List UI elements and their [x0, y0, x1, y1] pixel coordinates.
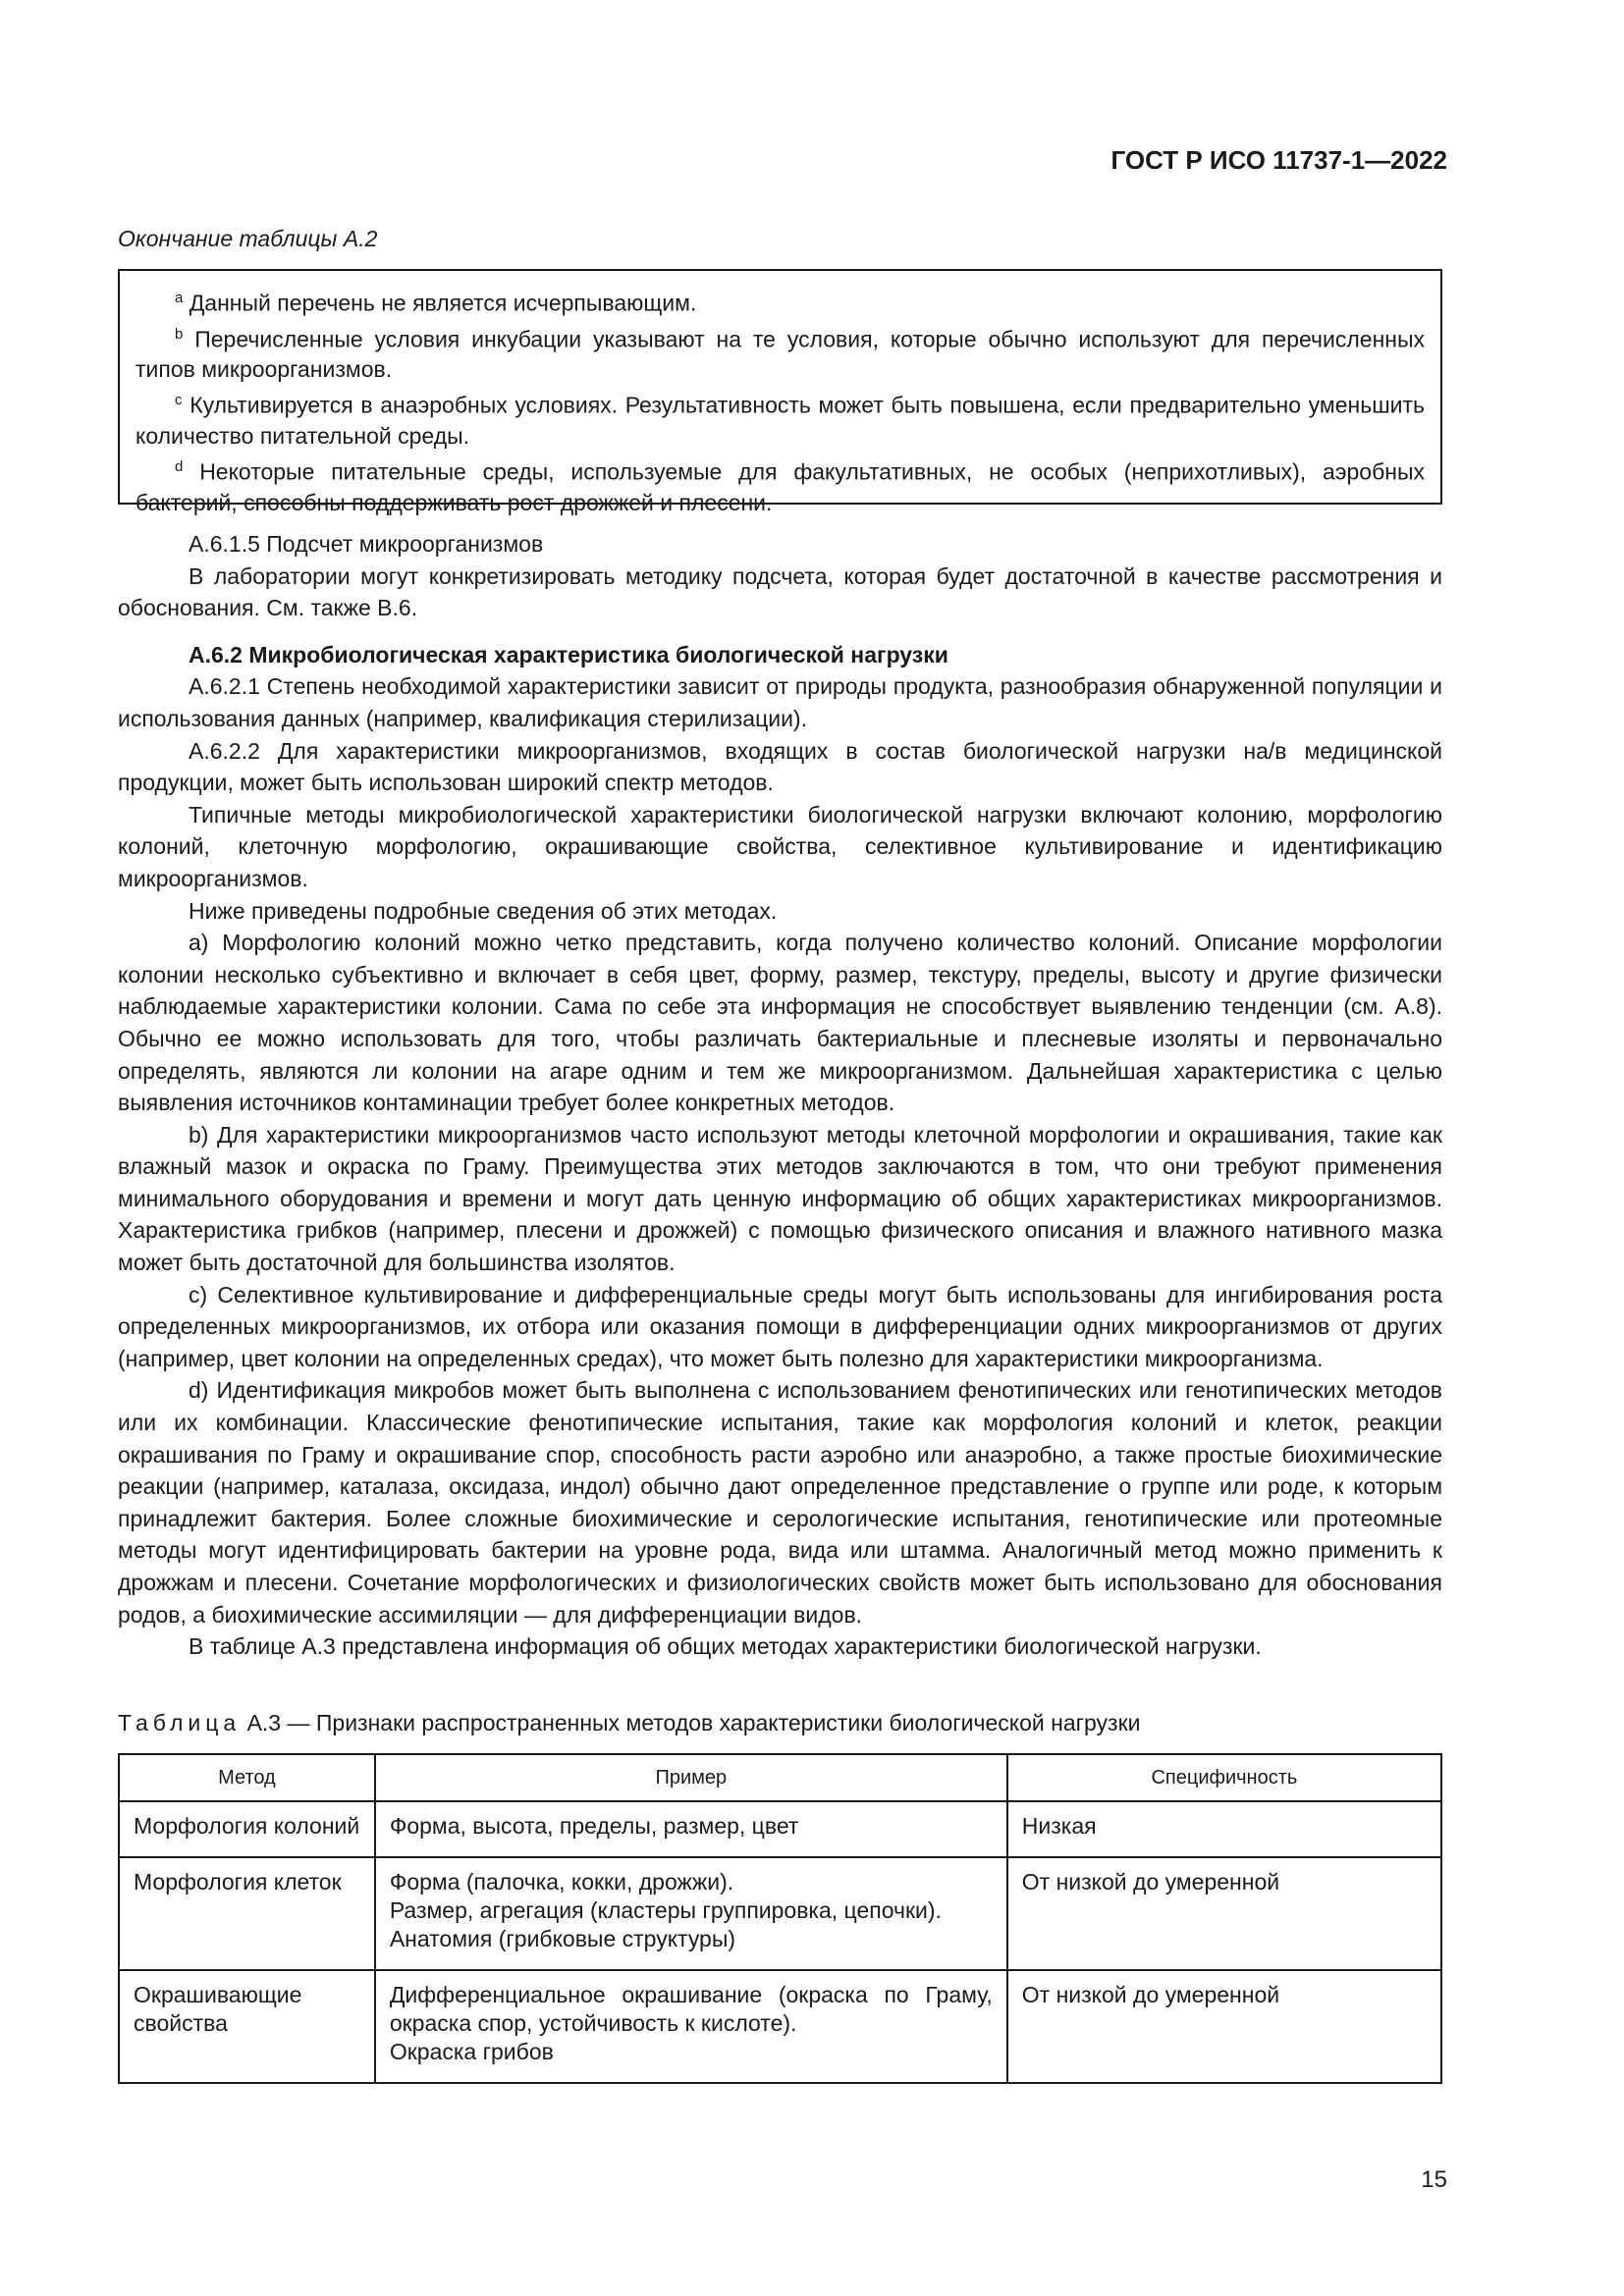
method-cell: Окрашивающие свойства: [119, 1970, 375, 2083]
table-row: [119, 1970, 1441, 2083]
footnote-text: Некоторые питательные среды, используемые для факультативных, не особых (неприхотливых), аэробных бактерий, способны поддерживать рост дрожжей и плесени.: [135, 458, 1426, 515]
paragraph: Типичные методы микробиологической характеристики биологической нагрузки включают колонию, морфологию колоний, клеточную морфологию, окрашивающие свойства, селективное культивирование и идентификацию микроорганизмов.: [118, 801, 1442, 891]
footnote-mark: d: [175, 457, 184, 475]
example-cell: [375, 1857, 1007, 1970]
document-body: [118, 528, 1442, 1663]
table-title-text: А.3 — Признаки распространенных методов характеристики биологической нагрузки: [241, 1710, 1141, 1735]
example-line: Окраска грибов: [389, 2039, 554, 2064]
example-line: Анатомия (грибковые структуры): [389, 1926, 736, 1951]
table-row: [119, 1801, 1441, 1857]
section-heading: А.6.2 Микробиологическая характеристика биологической нагрузки: [189, 641, 948, 667]
example-line: Размер, агрегация (кластеры группировка, цепочки).: [389, 1897, 942, 1923]
method-cell: Морфология клеток: [119, 1857, 375, 1970]
page-number: 15: [1421, 2166, 1447, 2193]
example-line: Форма, высота, пределы, размер, цвет: [389, 1813, 799, 1839]
footnote: [135, 319, 1425, 386]
paragraph: d) Идентификация микробов может быть выполнена с использованием фенотипических или генотипических методов или их комбинации. Классические фенотипические испытания, такие как морфология колоний и клеток, реакции окрашивания по Граму и окрашивание спор, способность расти аэробно или анаэробно, а также простые биохимические реакции (например, каталаза, оксидаза, индол) обычно дают определенное представление о группе или роде, к которым принадлежит бактерия. Более сложные биохимические и серологические испытания, генотипические или протеомные методы могут идентифицировать бактерии на уровне рода, вида или штамма. Аналогичный метод можно применить к дрожжам и плесени. Сочетание морфологических и физиологических свойств может быть использовано для обоснования родов, а биохимические ассимиляции — для дифференциации видов.: [118, 1377, 1442, 1628]
methods-table: [118, 1753, 1442, 2084]
footnote: [135, 452, 1425, 518]
paragraph: Ниже приведены подробные сведения об этих методах.: [189, 897, 778, 924]
table-title: [118, 1710, 1141, 1736]
column-header: Пример: [375, 1754, 1007, 1801]
footnote-text: Культивируется в анаэробных условиях. Результативность может быть повышена, если предварительно уменьшить количество питательной среды.: [135, 392, 1426, 449]
footnote-mark: a: [175, 290, 184, 306]
table-label: Таблица: [118, 1710, 242, 1735]
example-cell: [375, 1801, 1007, 1857]
specificity-cell: От низкой до умеренной: [1007, 1970, 1441, 2083]
footnote-text: Перечисленные условия инкубации указывают на те условия, которые обычно используют для перечисленных типов микроорганизмов.: [135, 326, 1426, 383]
paragraph: В лаборатории могут конкретизировать методику подсчета, которая будет достаточной в качестве рассмотрения и обоснования. См. также В.6.: [118, 562, 1442, 621]
example-line: Дифференциальное окрашивание (окраска по Граму, окраска спор, устойчивость к кислоте).: [389, 1982, 993, 2036]
paragraph: А.6.1.5 Подсчет микроорганизмов: [189, 531, 544, 557]
column-header: Метод: [119, 1754, 375, 1801]
example-line: Форма (палочка, кокки, дрожжи).: [389, 1869, 734, 1895]
table-row: [119, 1857, 1441, 1970]
document-id-header: ГОСТ Р ИСО 11737-1—2022: [1110, 145, 1447, 175]
table-footnotes-box: [118, 269, 1442, 515]
method-cell: Морфология колоний: [119, 1801, 375, 1857]
column-header: Специфичность: [1007, 1754, 1441, 1801]
paragraph: В таблице А.3 представлена информация об общих методах характеристики биологической нагрузки.: [189, 1633, 1262, 1660]
specificity-cell: Низкая: [1007, 1801, 1441, 1857]
specificity-cell: От низкой до умеренной: [1007, 1857, 1441, 1970]
footnote-mark: c: [175, 392, 183, 409]
footnote-text: Данный перечень не является исчерпывающим.: [189, 290, 697, 316]
footnote: [135, 385, 1425, 452]
paragraph: c) Селективное культивирование и дифференциальные среды могут быть использованы для ингибирования роста определенных микроорганизмов, их отбора или оказания помощи в дифференциации одних микроорганизмов от других (например, цвет колонии на определенных средах), что может быть полезно для характеристики микроорганизма.: [118, 1281, 1442, 1371]
example-cell: [375, 1970, 1007, 2083]
footnote: [135, 283, 1425, 319]
paragraph: b) Для характеристики микроорганизмов часто используют методы клеточной морфологии и окрашивания, такие как влажный мазок и окраска по Граму. Преимущества этих методов заключаются в том, что они требуют применения минимального оборудования и времени и могут дать ценную информацию об общих характеристиках микроорганизмов. Характеристика грибков (например, плесени и дрожжей) с помощью физического описания и влажного нативного мазка может быть достаточной для большинства изолятов.: [118, 1121, 1442, 1276]
table-header-row: [119, 1754, 1441, 1801]
paragraph: а) Морфологию колоний можно четко представить, когда получено количество колоний. Описание морфологии колонии несколько субъективно и включает в себя цвет, форму, размер, текстуру, пределы, высоту и другие физически наблюдаемые характеристики колонии. Сама по себе эта информация не способствует выявлению тенденции (см. А.8). Обычно ее можно использовать для того, чтобы различать бактериальные и плесневые изоляты и первоначально определять, являются ли колонии на агаре одним и тем же микроорганизмом. Дальнейшая характеристика с целью выявления источников контаминации требует более конкретных методов.: [118, 930, 1442, 1116]
paragraph: А.6.2.1 Степень необходимой характеристики зависит от природы продукта, разнообразия обнаруженной популяции и использования данных (например, квалификация стерилизации).: [118, 673, 1442, 731]
footnote-mark: b: [175, 325, 184, 343]
table-continuation-caption: Окончание таблицы А.2: [118, 226, 378, 251]
paragraph: А.6.2.2 Для характеристики микроорганизмов, входящих в состав биологической нагрузки на/в медицинской продукции, может быть использован широкий спектр методов.: [118, 737, 1442, 796]
